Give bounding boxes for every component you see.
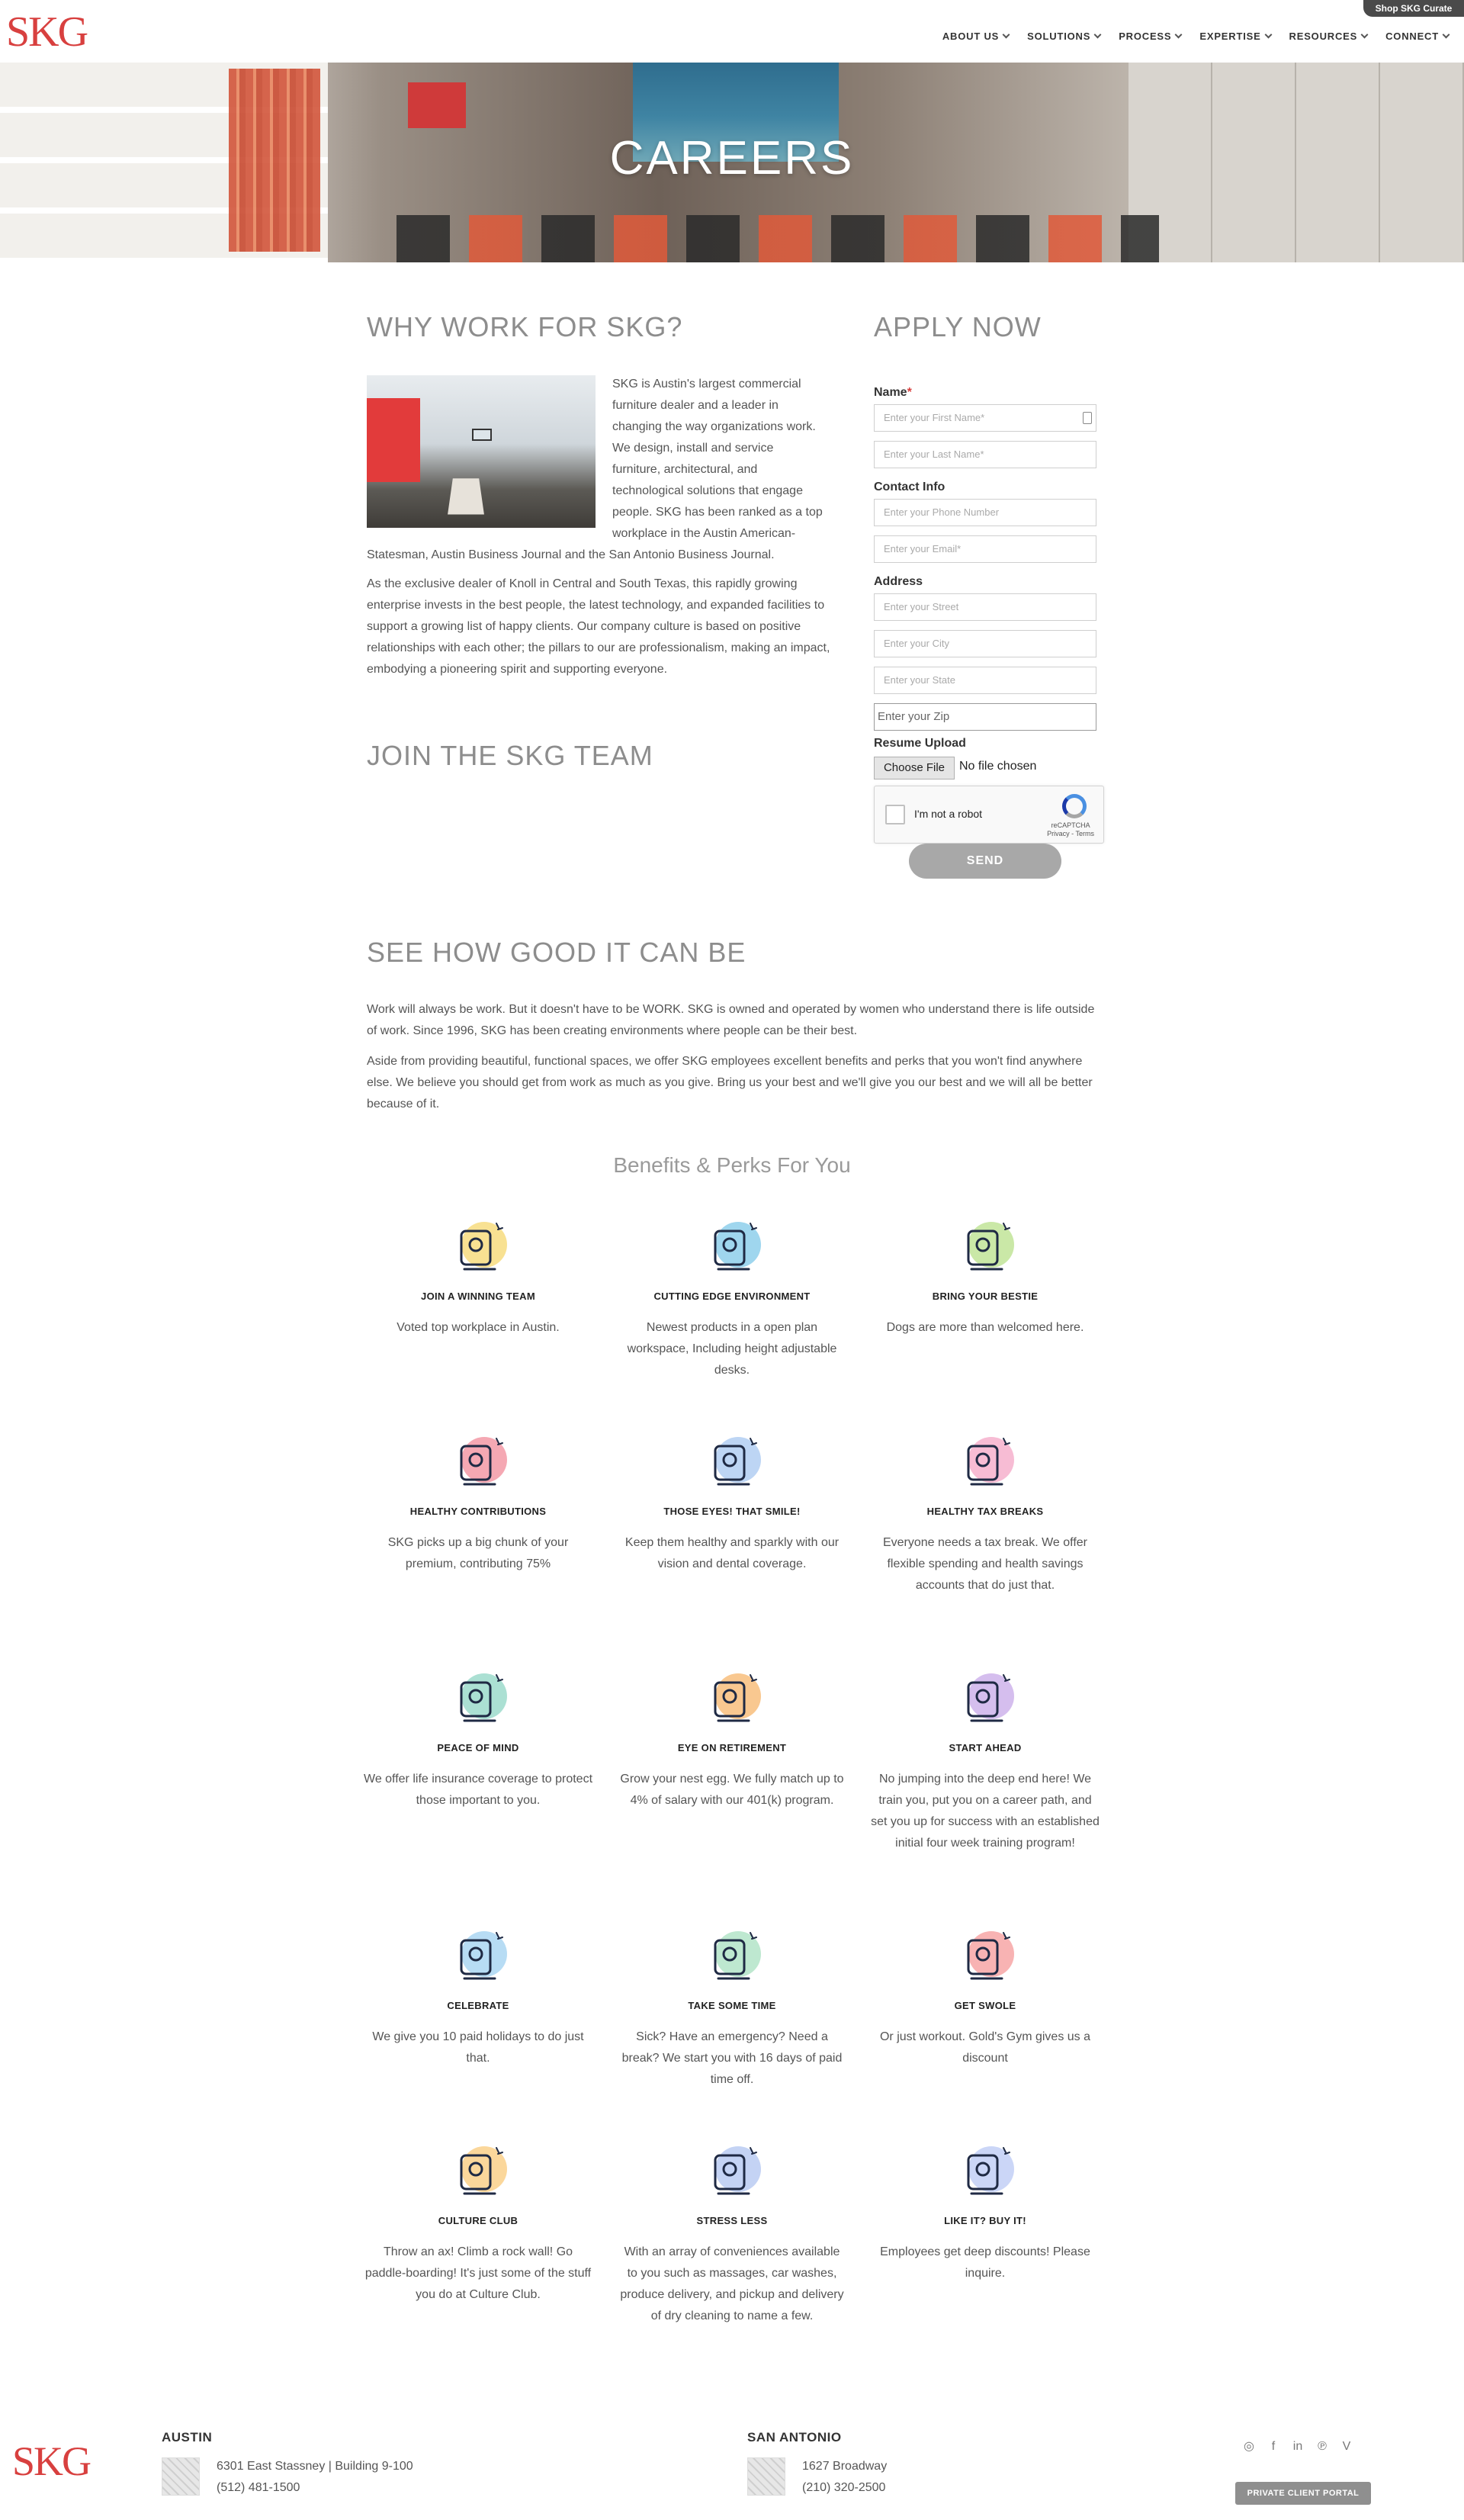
resume-upload-label: Resume Upload: [874, 737, 966, 750]
street-field[interactable]: Enter your Street: [874, 593, 1096, 621]
benefit-card: [618, 2134, 846, 2327]
austin-phone[interactable]: (512) 481-1500: [217, 2481, 300, 2494]
why-intro-line: SKG is Austin's largest commercial: [612, 378, 801, 391]
hero-chairs-image: [396, 215, 1159, 262]
benefit-card: [871, 1210, 1100, 1339]
city-field[interactable]: Enter your City: [874, 630, 1096, 657]
star-person-icon: [949, 1661, 1022, 1734]
relax-icon: [695, 2134, 769, 2207]
nav-label: ABOUT US: [942, 31, 1000, 42]
san-antonio-city: SAN ANTONIO: [747, 2430, 842, 2444]
linkedin-icon[interactable]: in: [1292, 2440, 1303, 2453]
why-intro-line: changing the way organizations work.: [612, 420, 816, 433]
recaptcha-icon: [1062, 794, 1087, 818]
recaptcha-label: I'm not a robot: [914, 808, 983, 820]
chevron-down-icon: [1264, 31, 1272, 39]
nav-about-us[interactable]: [942, 31, 1009, 42]
benefit-card: [618, 1919, 846, 2091]
austin-address: 6301 East Stassney | Building 9-100: [217, 2460, 413, 2473]
state-field[interactable]: Enter your State: [874, 667, 1096, 694]
benefit-description: We give you 10 paid holidays to do just that.: [372, 2030, 584, 2065]
trophy-icon: [441, 1210, 515, 1283]
private-client-portal-button[interactable]: PRIVATE CLIENT PORTAL: [1235, 2482, 1371, 2505]
chevron-down-icon: [1361, 31, 1369, 39]
social-links: [1241, 2439, 1354, 2454]
benefit-title: START AHEAD: [949, 1742, 1022, 1753]
balloons-icon: [441, 1919, 515, 1992]
austin-address-block: [217, 2456, 413, 2499]
email-field[interactable]: Enter your Email*: [874, 535, 1096, 563]
see-how-heading: SEE HOW GOOD IT CAN BE: [367, 937, 746, 968]
why-intro-line: technological solutions that engage: [612, 484, 803, 497]
money-envelope-icon: [695, 1661, 769, 1734]
send-button[interactable]: SEND: [909, 844, 1061, 879]
family-icon: [441, 1661, 515, 1734]
why-intro-line: We design, install and service: [612, 442, 774, 455]
why-intro-line: furniture, architectural, and: [612, 463, 758, 476]
nav-solutions[interactable]: [1027, 31, 1100, 42]
nav-label: SOLUTIONS: [1027, 31, 1091, 42]
chevron-down-icon: [1443, 31, 1450, 39]
why-knoll-text: As the exclusive dealer of Knoll in Central and South Texas, this rapidly growing enterprise invests in the best people, the latest technology, and expanded facilities to support a growing list of happy clients. Our company culture is based on positive relationships with each other; the pillars to our are professionalism, making an impact, embodying a pioneering spirit and supporting everyone.: [367, 577, 830, 676]
benefit-title: LIKE IT? BUY IT!: [944, 2215, 1026, 2226]
nav-process[interactable]: [1119, 31, 1181, 42]
apply-heading: APPLY NOW: [874, 311, 1042, 342]
site-header: [0, 0, 1464, 63]
nav-label: EXPERTISE: [1199, 31, 1261, 42]
benefit-description: We offer life insurance coverage to protect those important to you.: [364, 1773, 593, 1807]
office-screen: [472, 429, 492, 441]
benefit-card: [871, 1425, 1100, 1596]
eye-tooth-icon: [695, 1425, 769, 1498]
chevron-down-icon: [1094, 31, 1102, 39]
name-label-text: Name: [874, 386, 907, 399]
benefit-title: PEACE OF MIND: [437, 1742, 519, 1753]
benefit-description: With an array of conveniences available to you such as massages, car washes, produce delivery, and pickup and delivery of dry cleaning to name a few.: [620, 2245, 844, 2322]
page-title: CAREERS: [609, 132, 855, 185]
nav-expertise[interactable]: [1199, 31, 1270, 42]
san-antonio-map-thumbnail[interactable]: [747, 2457, 785, 2496]
recaptcha-links[interactable]: Privacy - Terms: [1047, 830, 1094, 837]
benefit-description: Or just workout. Gold's Gym gives us a discount: [879, 2030, 1091, 2065]
name-label: [874, 386, 912, 400]
benefit-card: [871, 2134, 1100, 2284]
heart-dollar-icon: [441, 1425, 515, 1498]
join-heading: JOIN THE SKG TEAM: [367, 740, 653, 771]
benefit-title: CULTURE CLUB: [438, 2215, 518, 2226]
san-antonio-address: 1627 Broadway: [802, 2460, 888, 2473]
why-heading: WHY WORK FOR SKG?: [367, 311, 683, 342]
benefit-title: STRESS LESS: [696, 2215, 768, 2226]
why-intro-text: [612, 374, 856, 545]
nav-label: PROCESS: [1119, 31, 1172, 42]
austin-city: AUSTIN: [162, 2430, 213, 2444]
drinks-icon: [441, 2134, 515, 2207]
see-how-text-1: Work will always be work. But it doesn't have to be WORK. SKG is owned and operated by women who understand there is life outside of work. Since 1996, SKG has been creating environments where people can be their best.: [367, 1003, 1095, 1037]
benefit-card: [364, 1425, 592, 1575]
benefit-title: CELEBRATE: [447, 2000, 509, 2011]
benefit-description: Employees get deep discounts! Please inquire.: [880, 2245, 1090, 2280]
first-name-field[interactable]: Enter your First Name*: [874, 404, 1096, 432]
benefit-card: [618, 1425, 846, 1575]
benefit-description: Dogs are more than welcomed here.: [886, 1321, 1084, 1334]
autofill-contact-icon[interactable]: [1083, 412, 1092, 424]
benefit-title: CUTTING EDGE ENVIRONMENT: [653, 1291, 811, 1302]
office-table: [448, 478, 484, 514]
austin-map-thumbnail[interactable]: [162, 2457, 200, 2496]
benefit-title: EYE ON RETIREMENT: [677, 1742, 787, 1753]
benefit-title: HEALTHY TAX BREAKS: [926, 1506, 1044, 1517]
medical-hand-icon: [695, 1919, 769, 1992]
benefit-card: [364, 2134, 592, 2306]
benefits-title: Benefits & Perks For You: [613, 1153, 851, 1177]
instagram-icon[interactable]: ◎: [1244, 2440, 1254, 2453]
piggy-bank-icon: [949, 1425, 1022, 1498]
benefit-title: HEALTHY CONTRIBUTIONS: [409, 1506, 547, 1517]
why-intro-tail: Statesman, Austin Business Journal and the San Antonio Business Journal.: [367, 548, 775, 561]
benefit-card: [364, 1210, 592, 1339]
pinterest-icon[interactable]: ℗: [1318, 2440, 1327, 2453]
benefit-title: TAKE SOME TIME: [688, 2000, 776, 2011]
nav-resources[interactable]: [1289, 31, 1368, 42]
benefit-description: Sick? Have an emergency? Need a break? We start you with 16 days of paid time off.: [621, 2030, 843, 2086]
chevron-down-icon: [1175, 31, 1183, 39]
benefit-description: Keep them healthy and sparkly with our vision and dental coverage.: [624, 1536, 840, 1570]
footer-skg-logo[interactable]: SKG: [12, 2438, 91, 2484]
vimeo-icon[interactable]: V: [1342, 2440, 1351, 2453]
why-intro-line: people. SKG has been ranked as a top: [612, 506, 823, 519]
discount-chair-icon: [949, 2134, 1022, 2207]
recaptcha-widget: [874, 786, 1104, 844]
address-label: Address: [874, 575, 923, 588]
why-intro-line: furniture dealer and a leader in: [612, 399, 779, 412]
recaptcha-brand: [1047, 821, 1094, 838]
shop-skg-curate-link[interactable]: Shop SKG Curate: [1363, 0, 1464, 17]
nav-label: RESOURCES: [1289, 31, 1358, 42]
workout-icon: [949, 1919, 1022, 1992]
benefit-title: BRING YOUR BESTIE: [932, 1291, 1039, 1302]
recaptcha-checkbox[interactable]: [885, 805, 905, 824]
office-red-wall: [367, 398, 420, 482]
benefit-card: [364, 1661, 592, 1811]
no-file-chosen-text: No file chosen: [959, 760, 1037, 773]
hero-banner: [0, 63, 1464, 262]
benefit-card: [871, 1919, 1100, 2069]
facebook-icon[interactable]: f: [1271, 2440, 1276, 2453]
zip-field[interactable]: Enter your Zip: [874, 703, 1096, 731]
desk-icon: [695, 1210, 769, 1283]
why-intro-line: workplace in the Austin American-: [612, 527, 796, 540]
benefit-description: Everyone needs a tax break. We offer flexible spending and health savings accounts that do just that.: [882, 1536, 1087, 1592]
required-mark: *: [907, 386, 912, 399]
office-photo: [367, 375, 596, 528]
benefit-title: GET SWOLE: [954, 2000, 1016, 2011]
last-name-field[interactable]: Enter your Last Name*: [874, 441, 1096, 468]
contact-info-label: Contact Info: [874, 481, 946, 493]
choose-file-button[interactable]: Choose File: [874, 757, 955, 779]
benefit-description: Throw an ax! Climb a rock wall! Go paddle-boarding! It's just some of the stuff you do at Culture Club.: [364, 2245, 592, 2301]
benefit-card: [618, 1210, 846, 1381]
benefit-card: [618, 1661, 846, 1811]
benefit-description: Newest products in a open plan workspace, Including height adjustable desks.: [627, 1321, 837, 1377]
see-how-text-2: Aside from providing beautiful, functional spaces, we offer SKG employees excellent benefits and perks that you won't find anywhere else. We believe you should get from work as much as you give. Bring us your best and we'll give you our best and we will all be better because of it.: [367, 1055, 1093, 1111]
benefit-card: [871, 1661, 1100, 1854]
benefit-description: Grow your nest egg. We fully match up to 4% of salary with our 401(k) program.: [620, 1773, 844, 1807]
benefit-description: No jumping into the deep end here! We train you, put you on a career path, and set you up for success with an established initial four week training program!: [871, 1773, 1100, 1850]
benefit-card: [364, 1919, 592, 2069]
nav-connect[interactable]: [1385, 31, 1449, 42]
phone-field[interactable]: Enter your Phone Number: [874, 499, 1096, 526]
benefit-title: THOSE EYES! THAT SMILE!: [663, 1506, 801, 1517]
san-antonio-address-block: [802, 2456, 887, 2499]
chevron-down-icon: [1003, 31, 1010, 39]
skg-logo[interactable]: SKG: [6, 8, 88, 56]
benefit-description: SKG picks up a big chunk of your premium, contributing 75%: [387, 1536, 569, 1570]
main-nav: [942, 31, 1449, 42]
recaptcha-brand-name: reCAPTCHA: [1051, 821, 1090, 829]
benefit-title: JOIN A WINNING TEAM: [421, 1291, 535, 1302]
hero-red-board-image: [408, 82, 466, 128]
san-antonio-phone[interactable]: (210) 320-2500: [802, 2481, 886, 2494]
nav-label: CONNECT: [1385, 31, 1439, 42]
benefit-description: Voted top workplace in Austin.: [396, 1321, 560, 1334]
dog-icon: [949, 1210, 1022, 1283]
